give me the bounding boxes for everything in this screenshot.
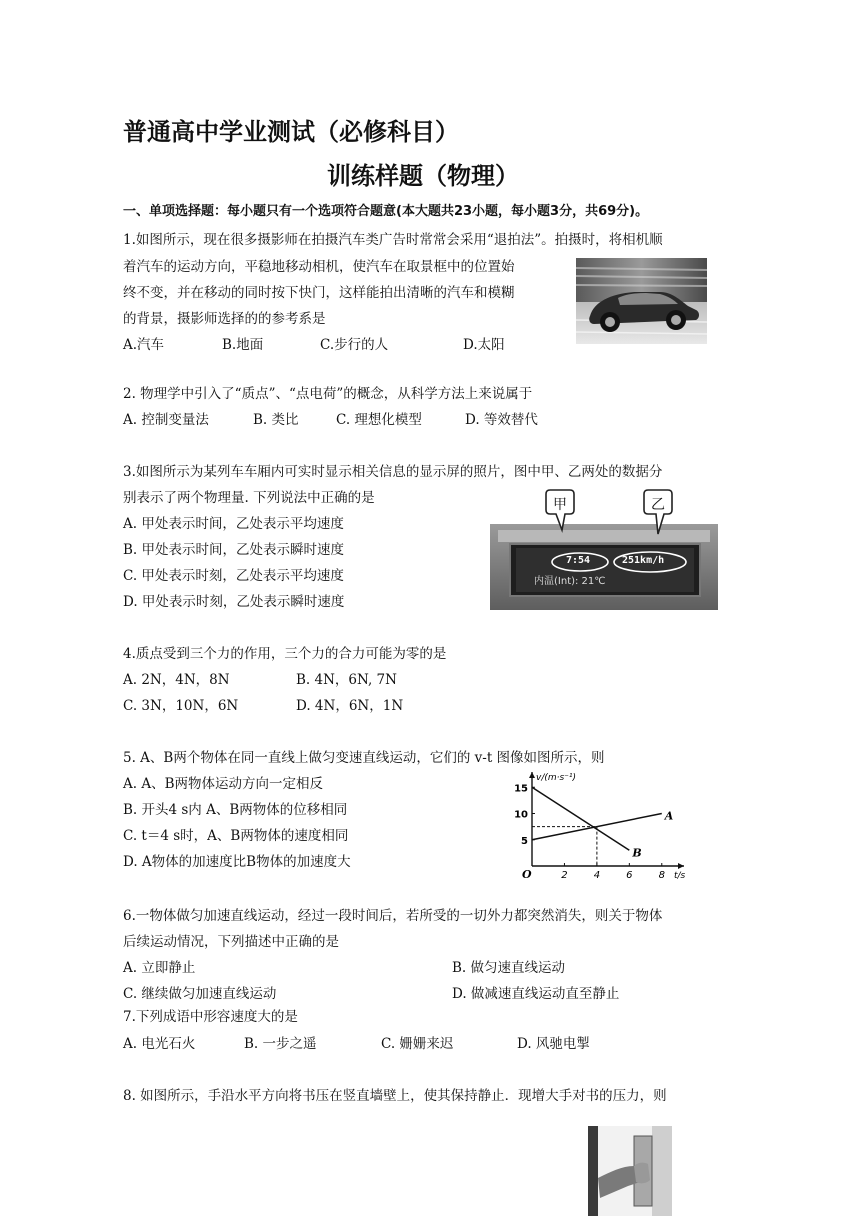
- q4-option-b: B. 4N，6N, 7N: [296, 672, 397, 688]
- q7-option-d: D. 风驰电掣: [517, 1036, 590, 1052]
- y-axis-arrow: [529, 772, 535, 778]
- section-heading: 一、单项选择题：每小题只有一个选项符合题意(本大题共23小题，每小题3分，共69分)。: [123, 204, 649, 219]
- q5-option-c: C. t＝4 s时，A、B两物体的速度相同: [123, 828, 349, 844]
- q4-option-a: A. 2N，4N，8N: [123, 672, 230, 688]
- origin-label: O: [522, 868, 532, 880]
- q2-line1: 2. 物理学中引入了“质点”、“点电荷”的概念，从科学方法上来说属于: [123, 386, 533, 402]
- q2-option-a: A. 控制变量法: [123, 412, 209, 428]
- q1-option-c: C.步行的人: [320, 337, 389, 353]
- q3-line2: 别表示了两个物理量. 下列说法中正确的是: [123, 490, 375, 506]
- q3-option-b: B. 甲处表示时间，乙处表示瞬时速度: [123, 542, 345, 558]
- q2-option-c: C. 理想化模型: [336, 412, 422, 428]
- q6-line1: 6.一物体做匀加速直线运动，经过一段时间后，若所受的一切外力都突然消失，则关于物体: [123, 908, 663, 924]
- series-line-B: [532, 787, 629, 850]
- q1-option-b: B.地面: [222, 337, 264, 353]
- series-line-A: [532, 814, 662, 840]
- y-tick-label: 10: [514, 809, 528, 821]
- q6-option-a: A. 立即静止: [123, 960, 196, 976]
- q8-line1: 8. 如图所示，手沿水平方向将书压在竖直墙壁上，使其保持静止．现增大手对书的压力，则: [123, 1088, 667, 1104]
- q1-option-d: D.太阳: [463, 337, 505, 353]
- x-tick-label: 8: [658, 870, 665, 880]
- q6-option-b: B. 做匀速直线运动: [452, 960, 566, 976]
- q5-line1: 5. A、B两个物体在同一直线上做匀变速直线运动，它们的 v-t 图像如图所示，则: [123, 750, 605, 766]
- q1-line2: 着汽车的运动方向，平稳地移动相机，使汽车在取景框中的位置始: [123, 259, 515, 275]
- q5-option-b: B. 开头4 s内 A、B两物体的位移相同: [123, 802, 348, 818]
- q4-option-d: D. 4N，6N，1N: [296, 698, 404, 714]
- x-axis-arrow: [678, 863, 684, 869]
- q3-option-c: C. 甲处表示时刻，乙处表示平均速度: [123, 568, 344, 584]
- q3-option-a: A. 甲处表示时间，乙处表示平均速度: [123, 516, 344, 532]
- q3-option-d: D. 甲处表示时刻，乙处表示瞬时速度: [123, 594, 345, 610]
- q7-option-a: A. 电光石火: [123, 1036, 196, 1052]
- q4-option-c: C. 3N，10N，6N: [123, 698, 239, 714]
- q7-option-c: C. 姗姗来迟: [381, 1036, 454, 1052]
- q7-line1: 7.下列成语中形容速度大的是: [123, 1009, 298, 1025]
- display-speed: 251km/h: [622, 555, 665, 566]
- series-label-A: A: [664, 809, 674, 823]
- q3-line1: 3.如图所示为某列车车厢内可实时显示相关信息的显示屏的照片，图中甲、乙两处的数据分: [123, 464, 663, 480]
- q4-line1: 4.质点受到三个力的作用，三个力的合力可能为零的是: [123, 646, 447, 662]
- q5-option-a: A. A、B两物体运动方向一定相反: [123, 776, 324, 792]
- q1-line1: 1.如图所示，现在很多摄影师在拍摄汽车类广告时常常会采用“退拍法”。拍摄时，将相机顺: [123, 232, 663, 248]
- x-tick-label: 6: [626, 870, 633, 880]
- q2-option-b: B. 类比: [253, 412, 299, 428]
- q6-option-c: C. 继续做匀加速直线运动: [123, 986, 277, 1002]
- page-title: 普通高中学业测试（必修科目）: [123, 118, 459, 146]
- q5-option-d: D. A物体的加速度比B物体的加速度大: [123, 854, 351, 870]
- car-photo: [576, 258, 707, 344]
- y-tick-label: 5: [521, 835, 528, 847]
- hand-book-photo: [588, 1126, 672, 1216]
- bubble-yi-label: 乙: [651, 497, 665, 513]
- x-tick-label: 2: [561, 870, 568, 880]
- display-temp: 内温(Int): 21℃: [534, 576, 606, 587]
- train-display-photo: [490, 484, 718, 610]
- display-time: 7:54: [566, 555, 591, 566]
- q7-option-b: B. 一步之遥: [244, 1036, 317, 1052]
- vt-graph: [508, 770, 688, 880]
- y-tick-label: 15: [514, 783, 528, 795]
- q1-line3: 终不变，并在移动的同时按下快门，这样能拍出清晰的汽车和模糊: [123, 285, 515, 301]
- q1-line4: 的背景，摄影师选择的的参考系是: [123, 311, 326, 327]
- bubble-jia-label: 甲: [553, 497, 567, 513]
- q6-option-d: D. 做减速直线运动直至静止: [452, 986, 620, 1002]
- x-tick-label: 4: [593, 870, 601, 880]
- page-subtitle: 训练样题（物理）: [327, 162, 519, 190]
- q2-option-d: D. 等效替代: [465, 412, 538, 428]
- y-axis-label: v/(m·s⁻¹): [536, 773, 577, 783]
- q1-option-a: A.汽车: [123, 337, 165, 353]
- x-axis-label: t/s: [674, 871, 686, 880]
- q6-line2: 后续运动情况，下列描述中正确的是: [123, 934, 339, 950]
- series-label-B: B: [632, 846, 642, 860]
